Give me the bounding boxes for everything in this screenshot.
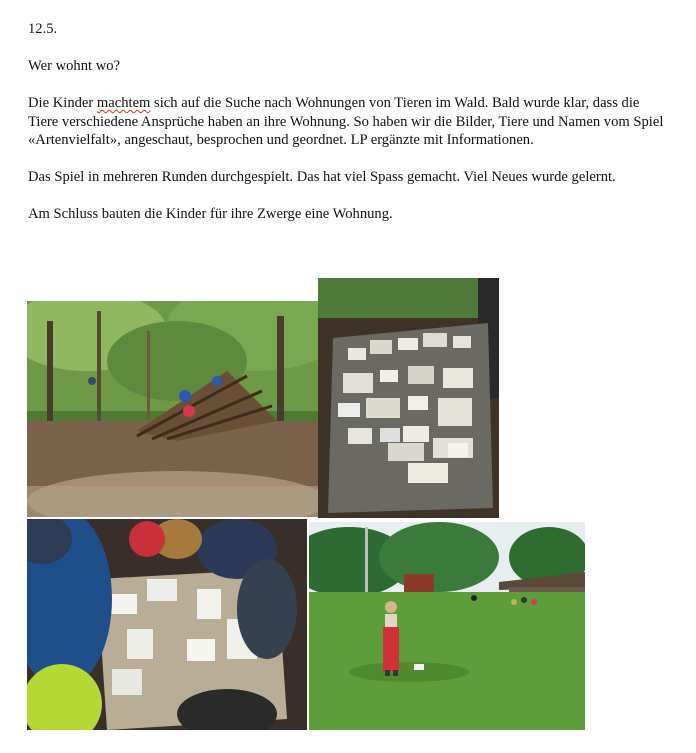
paragraph-1: Die Kinder machtem sich auf die Suche nach Wohnungen von Tieren im Wald. Bald wurde klar, dass die Tiere verschiedene Ansprüche haben an ihre Wohnung. So haben wir die Bilder, Tiere und Namen vom Spiel «Artenvielfalt», angeschaut, besprochen und geordnet. LP ergänzte mit Informationen. xyxy=(28,95,664,148)
paragraph-3: Am Schluss bauten die Kinder für ihre Zwerge eine Wohnung. xyxy=(28,206,393,222)
paragraph-2: Das Spiel in mehreren Runden durchgespielt. Das hat viel Spass gemacht. Viel Neues wurde gelernt. xyxy=(28,169,616,185)
photo-forest-shelter xyxy=(27,301,318,517)
document-body xyxy=(28,20,668,224)
photo-cards-table xyxy=(318,278,499,518)
heading: Wer wohnt wo? xyxy=(28,58,121,74)
misspelled-word[interactable]: machtem xyxy=(96,95,151,111)
children-cards-image xyxy=(27,519,307,730)
photo-meadow xyxy=(309,522,585,730)
cards-table-image xyxy=(318,278,499,518)
photo-children-cards xyxy=(27,519,307,730)
forest-shelter-image xyxy=(27,301,318,517)
meadow-image xyxy=(309,522,585,730)
date-line: 12.5. xyxy=(28,21,58,37)
